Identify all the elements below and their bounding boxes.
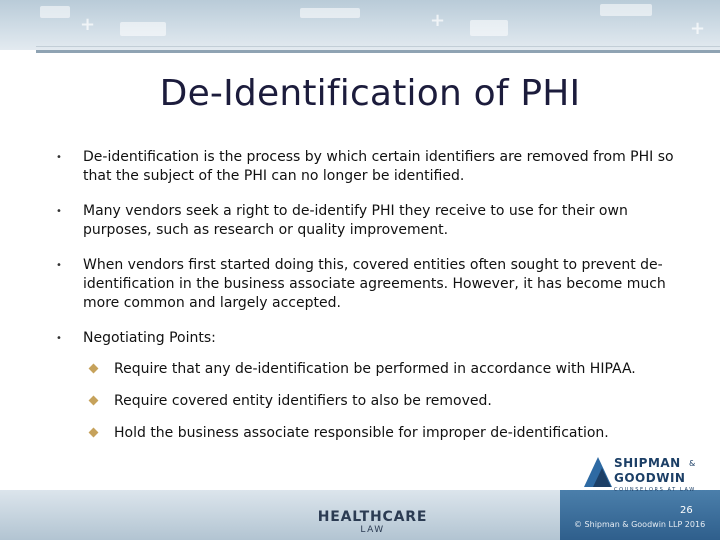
banner-decoration <box>470 20 508 36</box>
bullet-text: De-identification is the process by which certain identifiers are removed from PHI so that the subject of the PHI can no longer be identified. <box>83 149 674 184</box>
sub-bullet-text: Require covered entity identifiers to also be removed. <box>114 393 492 409</box>
header-divider <box>36 46 720 47</box>
plus-icon: + <box>430 10 446 31</box>
sub-bullet-item <box>88 392 680 411</box>
bullet-item <box>56 329 680 348</box>
banner-decoration <box>40 6 70 18</box>
bullet-icon: • <box>56 333 62 344</box>
sub-bullet-text: Hold the business associate responsible for improper de-identification. <box>114 425 609 441</box>
banner-decoration <box>120 22 166 36</box>
sub-bullet-text: Require that any de-identification be performed in accordance with HIPAA. <box>114 361 636 377</box>
bullet-text: Negotiating Points: <box>83 330 216 346</box>
bullet-icon: • <box>56 206 62 217</box>
diamond-bullet-icon <box>89 364 99 374</box>
bullet-icon: • <box>56 152 62 163</box>
footer-accent-band <box>560 490 720 540</box>
diamond-bullet-icon <box>89 396 99 406</box>
shipman-goodwin-logo <box>584 454 704 494</box>
bullet-list <box>56 148 680 456</box>
logo-line1: SHIPMAN <box>614 456 681 470</box>
logo-triangle-icon <box>593 468 611 487</box>
logo-ampersand: & <box>689 459 696 468</box>
slide-title: De-Identification of PHI <box>159 73 581 114</box>
diamond-bullet-icon <box>89 428 99 438</box>
bullet-text: When vendors first started doing this, covered entities often sought to prevent de-identification in the business associate agreements. However, it has become much more common and largely accepted. <box>83 257 666 311</box>
bullet-item <box>56 148 680 186</box>
bullet-icon: • <box>56 260 62 271</box>
banner-decoration <box>300 8 360 18</box>
sub-bullet-item <box>88 424 680 443</box>
bullet-item <box>56 202 680 240</box>
footer-healthcare-label: HEALTHCARE <box>317 509 428 525</box>
banner-decoration <box>600 4 652 16</box>
plus-icon: + <box>80 14 96 35</box>
sub-bullet-item <box>88 360 680 379</box>
plus-icon: + <box>690 18 706 39</box>
page-number: 26 <box>680 505 693 516</box>
header-banner <box>0 0 720 50</box>
bullet-item <box>56 256 680 313</box>
footer-law-label: LAW <box>360 525 385 535</box>
logo-tagline: COUNSELORS AT LAW <box>614 487 696 493</box>
copyright-text: © Shipman & Goodwin LLP 2016 <box>574 520 706 529</box>
logo-line2: GOODWIN <box>614 471 686 485</box>
header-divider <box>36 50 720 53</box>
bullet-text: Many vendors seek a right to de-identify PHI they receive to use for their own purposes, such as research or quality improvement. <box>83 203 628 238</box>
